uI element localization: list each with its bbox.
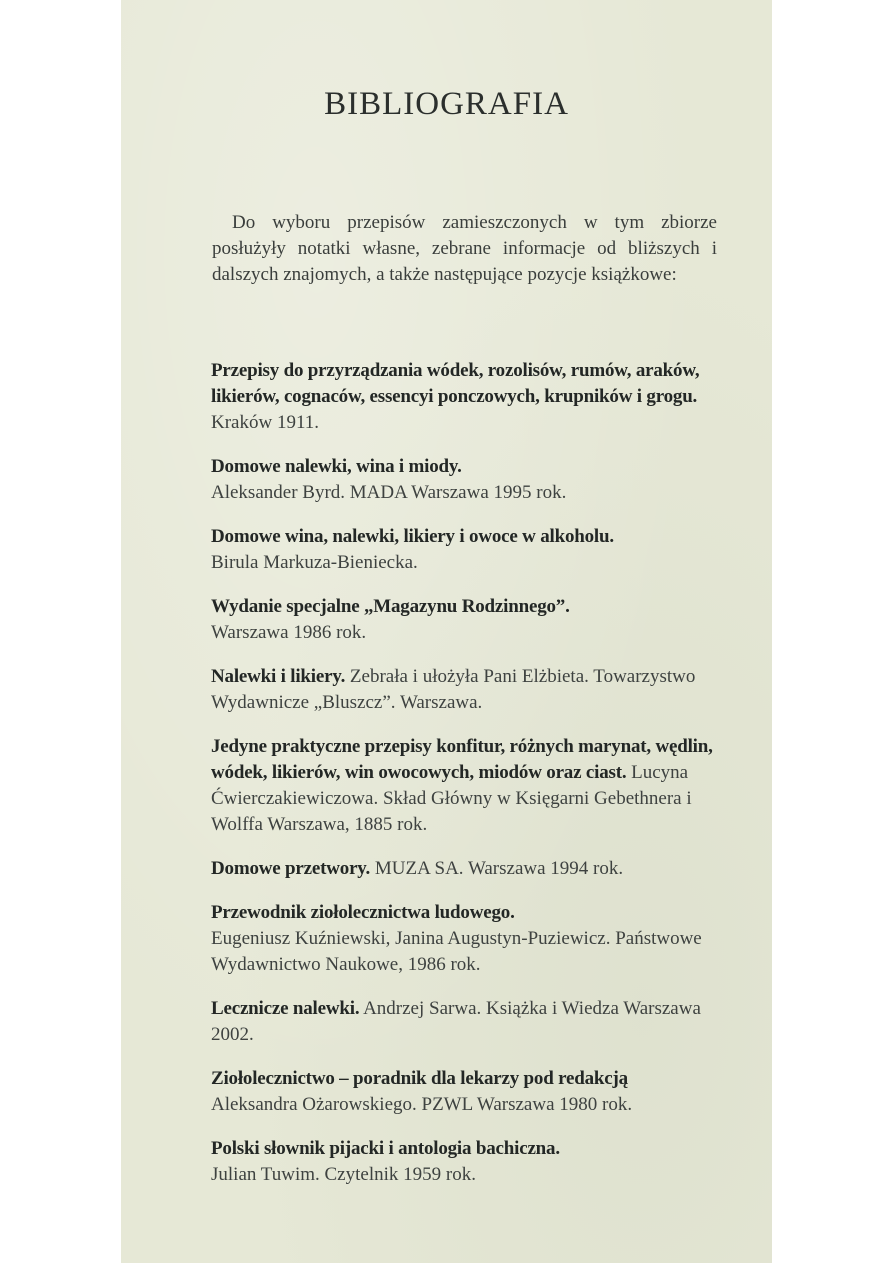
bibliography-entry bbox=[211, 524, 721, 576]
bibliography-entry bbox=[211, 856, 721, 882]
entry-details: MUZA SA. Warszawa 1994 rok. bbox=[374, 858, 624, 879]
bibliography-entry bbox=[211, 664, 721, 716]
entry-details: Andrzej Sarwa. Książka i Wiedza Warszawa 2002. bbox=[211, 998, 701, 1045]
bibliography-entry bbox=[211, 996, 721, 1048]
entry-title: Przewodnik ziołolecznictwa ludowego. bbox=[211, 902, 515, 923]
entry-details: Kraków 1911. bbox=[211, 412, 319, 433]
bibliography-entry bbox=[211, 594, 721, 646]
entry-title: Domowe wina, nalewki, likiery i owoce w alkoholu. bbox=[211, 526, 614, 547]
bibliography-entry bbox=[211, 454, 721, 506]
entry-title: Lecznicze nalewki. bbox=[211, 998, 360, 1019]
entry-title: Przepisy do przyrządzania wódek, rozolisów, rumów, araków, likierów, cognaców, essencyi ponczowych, krupników i grogu. bbox=[211, 360, 700, 407]
entry-details: Aleksandra Ożarowskiego. PZWL Warszawa 1980 rok. bbox=[211, 1094, 633, 1115]
entry-title: Ziołolecznictwo – poradnik dla lekarzy pod redakcją bbox=[211, 1068, 628, 1089]
entry-details: Julian Tuwim. Czytelnik 1959 rok. bbox=[211, 1164, 476, 1185]
entry-details: Warszawa 1986 rok. bbox=[211, 622, 367, 643]
bibliography-entry bbox=[211, 900, 721, 978]
intro-paragraph: Do wyboru przepisów zamieszczonych w tym zbiorze posłużyły notatki własne, zebrane informacje od bliższych i dalszych znajomych, a także następujące pozycje książkowe: bbox=[212, 212, 717, 285]
entry-title: Nalewki i likiery. bbox=[211, 666, 346, 687]
page-title: BIBLIOGRAFIA bbox=[324, 86, 569, 122]
entry-details: Lucyna Ćwierczakiewiczowa. Skład Główny w Księgarni Gebethnera i Wolffa Warszawa, 1885 rok. bbox=[211, 762, 692, 835]
bibliography-list bbox=[211, 358, 721, 1206]
entry-details: Aleksander Byrd. MADA Warszawa 1995 rok. bbox=[211, 482, 567, 503]
entry-title: Polski słownik pijacki i antologia bachiczna. bbox=[211, 1138, 560, 1159]
bibliography-entry bbox=[211, 734, 721, 838]
entry-title: Domowe nalewki, wina i miody. bbox=[211, 456, 462, 477]
entry-details: Eugeniusz Kuźniewski, Janina Augustyn-Puziewicz. Państwowe Wydawnictwo Naukowe, 1986 rok. bbox=[211, 928, 702, 975]
book-page bbox=[121, 0, 772, 1263]
entry-details: Zebrała i ułożyła Pani Elżbieta. Towarzystwo Wydawnicze „Bluszcz”. Warszawa. bbox=[211, 666, 696, 713]
entry-title: Domowe przetwory. bbox=[211, 858, 371, 879]
bibliography-entry bbox=[211, 1066, 721, 1118]
entry-details: Birula Markuza-Bieniecka. bbox=[211, 552, 418, 573]
entry-title: Jedyne praktyczne przepisy konfitur, różnych marynat, wędlin, wódek, likierów, win owocowych, miodów oraz ciast. bbox=[211, 736, 713, 783]
bibliography-entry bbox=[211, 358, 721, 436]
bibliography-entry bbox=[211, 1136, 721, 1188]
entry-title: Wydanie specjalne „Magazynu Rodzinnego”. bbox=[211, 596, 570, 617]
